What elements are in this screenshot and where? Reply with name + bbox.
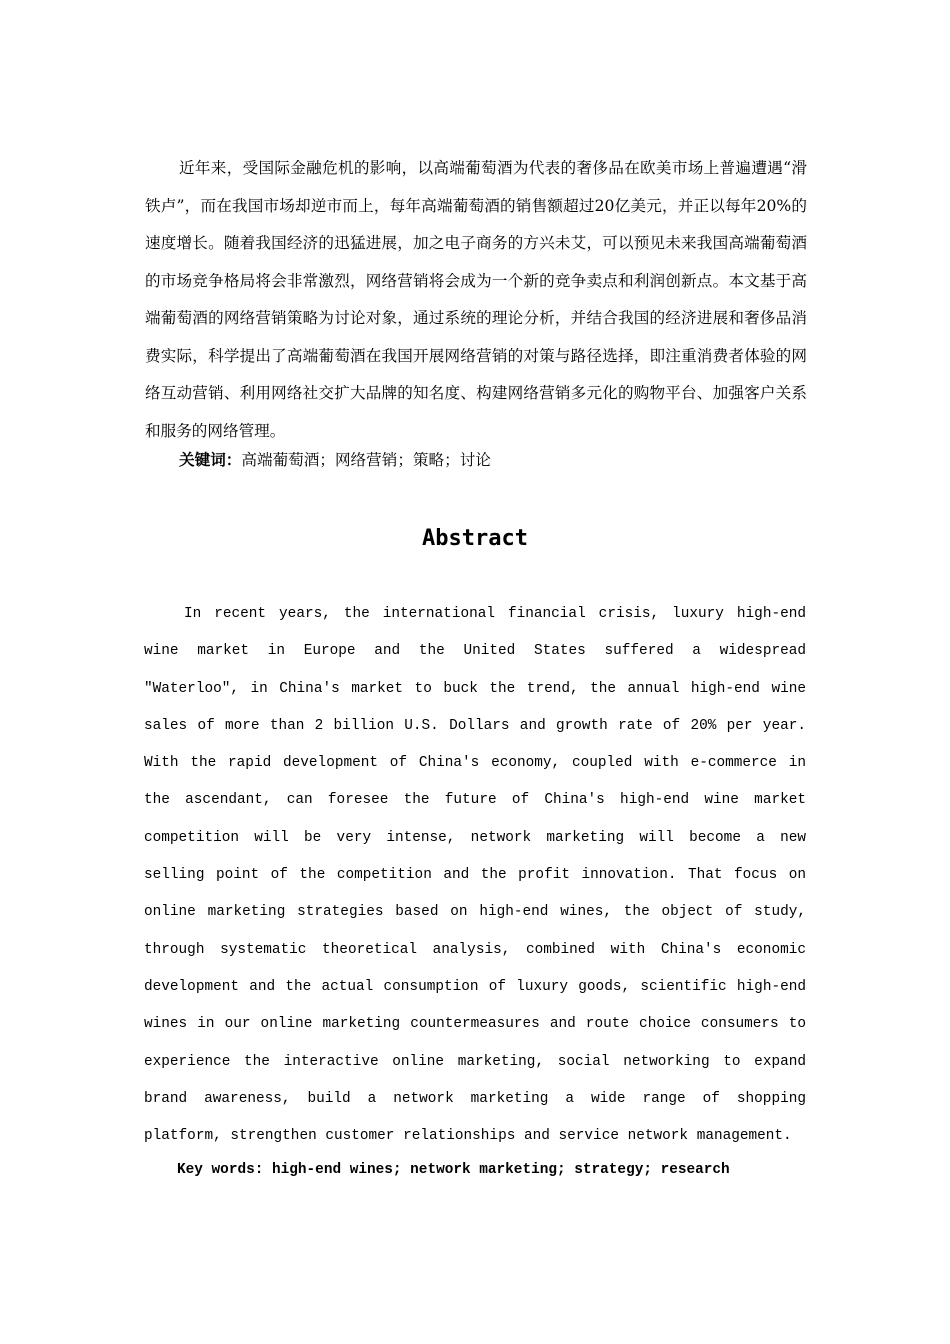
chinese-keywords-text: 高端葡萄酒；网络营销；策略；讨论 <box>241 451 491 469</box>
english-keywords <box>177 1157 730 1183</box>
chinese-keywords <box>179 447 491 473</box>
english-keywords-label: Key words: <box>177 1162 272 1178</box>
chinese-abstract-body: 近年来，受国际金融危机的影响，以高端葡萄酒为代表的奢侈品在欧美市场上普遍遭遇“滑铁卢”，而在我国市场却逆市而上，每年高端葡萄酒的销售额超过20亿美元，并正以每年20%的速度增长。随着我国经济的迅猛进展，加之电子商务的方兴未艾，可以预见未来我国高端葡萄酒的市场竞争格局将会非常激烈，网络营销将会成为一个新的竞争卖点和利润创新点。本文基于高端葡萄酒的网络营销策略为讨论对象，通过系统的理论分析，并结合我国的经济进展和奢侈品消费实际，科学提出了高端葡萄酒在我国开展网络营销的对策与路径选择，即注重消费者体验的网络互动营销、利用网络社交扩大品牌的知名度、构建网络营销多元化的购物平台、加强客户关系和服务的网络管理。 <box>145 159 807 440</box>
abstract-heading: Abstract <box>422 526 528 551</box>
chinese-keywords-label: 关键词： <box>179 451 242 469</box>
english-abstract-body: In recent years, the international financial crisis, luxury high-end wine market in Europe and the United States suffered a widespread "Waterloo", in China's market to buck the trend, the annual high-end wine sales of more than 2 billion U.S. Dollars and growth rate of 20% per year. With the rapid development of China's economy, coupled with e-commerce in the ascendant, can foresee the future of China's high-end wine market competition will be very intense, network marketing will become a new selling point of the competition and the profit innovation. That focus on online marketing strategies based on high-end wines, the object of study, through systematic theoretical analysis, combined with China's economic development and the actual consumption of luxury goods, scientific high-end wines in our online marketing countermeasures and route choice consumers to experience the interactive online marketing, social networking to expand brand awareness, build a network marketing a wide range of shopping platform, strengthen customer relationships and service network management. <box>144 606 806 1145</box>
english-keywords-text: high-end wines; network marketing; strategy; research <box>272 1162 730 1178</box>
